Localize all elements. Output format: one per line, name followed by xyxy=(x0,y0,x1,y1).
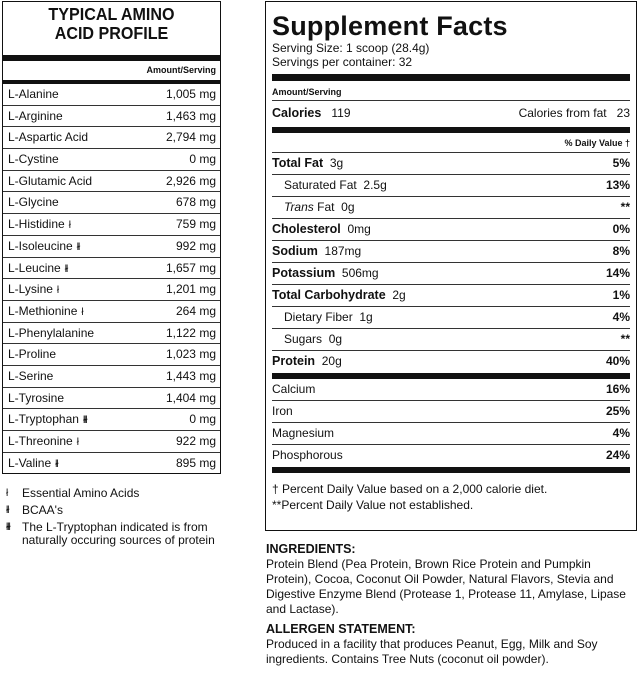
cholesterol-row: Cholesterol 0mg 0% xyxy=(272,219,630,241)
calories-fat: Calories from fat 23 xyxy=(518,106,630,120)
amino-value: 1,463 mg xyxy=(165,108,216,123)
amino-value: 992 mg xyxy=(175,238,216,253)
amino-value: 1,443 mg xyxy=(165,368,216,383)
amino-name: L-Histidine xyxy=(8,217,65,232)
amino-name: L-Methionine xyxy=(8,303,78,318)
amino-name: L-Valine xyxy=(8,455,52,470)
serving-size: Serving Size: 1 scoop (28.4g) xyxy=(272,41,430,55)
legend-text: The L-Tryptophan indicated is from naturally occuring sources of protein xyxy=(22,520,215,547)
amino-row xyxy=(3,323,220,345)
footnote-not-established: **Percent Daily Value not established. xyxy=(272,498,474,512)
servings-per-container: Servings per container: 32 xyxy=(272,55,413,69)
ingredients-text: Protein Blend (Pea Protein, Brown Rice Protein and Pumpkin Protein), Cocoa, Coconut Oil Powder, Natural Flavors, Stevia and Digestive Enzyme Blend (Protease 1, Protease 11, Amylase, Lipase and Lactase). xyxy=(266,557,626,616)
total-carbohydrate-row: Total Carbohydrate 2g 1% xyxy=(272,285,630,307)
amino-value: 0 mg xyxy=(189,152,216,167)
sodium-row: Sodium 187mg 8% xyxy=(272,241,630,263)
protein-row: Protein 20g 40% xyxy=(272,354,630,368)
amino-value: 1,023 mg xyxy=(165,347,216,362)
mineral-label: Calcium xyxy=(272,382,316,396)
amino-row xyxy=(3,279,220,301)
amino-row xyxy=(3,171,220,193)
amino-row xyxy=(3,106,220,128)
minerals-list xyxy=(272,379,630,467)
amino-mark: łł xyxy=(55,458,58,470)
amino-name: L-Arginine xyxy=(8,108,63,123)
ingredients-heading: INGREDIENTS: xyxy=(266,542,356,556)
total-fat-row: Total Fat 3g 5% xyxy=(272,153,630,175)
amino-row xyxy=(3,366,220,388)
mineral-dv: 4% xyxy=(612,426,630,440)
amino-value: 759 mg xyxy=(175,217,216,232)
facts-amount-header-row xyxy=(272,81,630,101)
facts-amount-header: Amount/Serving xyxy=(272,87,342,97)
amino-name: L-Serine xyxy=(8,368,54,383)
amino-row xyxy=(3,192,220,214)
amino-row xyxy=(3,149,220,171)
amino-row xyxy=(3,127,220,149)
mineral-label: Iron xyxy=(272,404,293,418)
dv-header-row xyxy=(272,133,630,153)
mineral-row xyxy=(272,445,630,467)
amino-mark: łł xyxy=(76,241,80,253)
trans-fat-row: Trans Fat 0g ** xyxy=(272,197,630,219)
amino-title: TYPICAL AMINO ACID PROFILE xyxy=(48,4,175,43)
calories-value: 119 xyxy=(331,106,351,120)
amino-legend xyxy=(6,487,216,551)
amino-value: 1,005 mg xyxy=(165,87,216,101)
amino-value: 0 mg xyxy=(189,412,216,427)
amino-row xyxy=(3,258,220,280)
mineral-row xyxy=(272,423,630,445)
amino-value: 895 mg xyxy=(175,455,216,470)
calories-label: Calories xyxy=(272,106,322,120)
amino-name: L-Leucine xyxy=(8,260,61,275)
facts-bar-4 xyxy=(272,467,630,473)
amino-row xyxy=(3,431,220,453)
legend-item xyxy=(6,504,216,517)
mineral-row xyxy=(272,401,630,423)
legend-symbol: łł xyxy=(6,505,9,516)
amino-mark: ł xyxy=(56,285,59,297)
amino-value: 922 mg xyxy=(175,434,216,448)
amino-rows xyxy=(3,84,220,474)
dv-header: % Daily Value † xyxy=(564,138,630,148)
legend-item xyxy=(6,487,216,500)
amino-row xyxy=(3,84,220,106)
mineral-dv: 16% xyxy=(605,382,630,396)
amino-name: L-Threonine xyxy=(8,434,73,448)
amino-row xyxy=(3,344,220,366)
amino-name: L-Aspartic Acid xyxy=(8,130,89,145)
amino-mark: ł xyxy=(76,437,78,448)
legend-symbol: łłł xyxy=(6,522,10,533)
mineral-label: Magnesium xyxy=(272,426,335,440)
footnote-daily-value: † Percent Daily Value based on a 2,000 calorie diet. xyxy=(272,482,548,496)
amino-row xyxy=(3,388,220,410)
saturated-fat-row: Saturated Fat 2.5g 13% xyxy=(272,175,630,197)
potassium-row: Potassium 506mg 14% xyxy=(272,263,630,285)
amino-value: 1,201 mg xyxy=(165,282,216,297)
amino-acid-profile-panel xyxy=(2,1,221,474)
amino-value: 1,122 mg xyxy=(165,325,216,340)
mineral-row xyxy=(272,379,630,401)
amino-name: L-Tyrosine xyxy=(8,390,65,405)
amino-row xyxy=(3,453,220,475)
amino-mark: łł xyxy=(64,263,68,275)
legend-text: Essential Amino Acids xyxy=(22,486,140,500)
amino-value: 1,404 mg xyxy=(165,390,216,405)
mineral-dv: 25% xyxy=(605,404,630,418)
allergen-heading: ALLERGEN STATEMENT: xyxy=(266,622,416,636)
ingredients-section xyxy=(266,541,638,667)
supplement-facts-panel xyxy=(265,1,637,531)
dietary-fiber-row: Dietary Fiber 1g 4% xyxy=(272,307,630,329)
amino-mark: ł xyxy=(81,306,83,318)
mineral-dv: 24% xyxy=(605,448,630,462)
amino-name: L-Cystine xyxy=(8,152,59,167)
amino-row xyxy=(3,214,220,236)
amino-value: 2,794 mg xyxy=(165,130,216,145)
amino-name: L-Lysine xyxy=(8,282,53,297)
amino-name: L-Phenylalanine xyxy=(8,325,95,340)
amino-mark: łłł xyxy=(82,415,87,427)
amino-name: L-Glutamic Acid xyxy=(8,173,93,188)
amino-mark: ł xyxy=(68,220,70,232)
legend-symbol: ł xyxy=(6,488,8,499)
amino-divider-bar xyxy=(3,55,220,61)
amino-name: L-Tryptophan xyxy=(8,412,79,427)
facts-title: Supplement Facts xyxy=(272,11,508,41)
legend-text: BCAA's xyxy=(22,503,63,517)
sugars-row: Sugars 0g ** xyxy=(272,329,630,351)
facts-bar xyxy=(272,74,630,81)
legend-item xyxy=(6,521,216,547)
mineral-label: Phosphorous xyxy=(272,448,343,462)
amino-name: L-Alanine xyxy=(8,87,59,101)
amino-name: L-Isoleucine xyxy=(8,238,73,253)
amino-value: 264 mg xyxy=(175,303,216,318)
amino-name: L-Proline xyxy=(8,347,57,362)
amino-value: 1,657 mg xyxy=(165,260,216,275)
calories-row xyxy=(272,101,630,127)
amino-row xyxy=(3,236,220,258)
amino-value: 2,926 mg xyxy=(165,173,216,188)
amino-row xyxy=(3,301,220,323)
facts-footnotes xyxy=(272,481,630,513)
amino-amount-header: Amount/Serving xyxy=(146,65,216,75)
amino-name: L-Glycine xyxy=(8,195,59,210)
amino-row xyxy=(3,409,220,431)
allergen-text: Produced in a facility that produces Peanut, Egg, Milk and Soy ingredients. Contains Tree Nuts (coconut oil powder). xyxy=(266,637,598,666)
amino-value: 678 mg xyxy=(175,195,216,210)
